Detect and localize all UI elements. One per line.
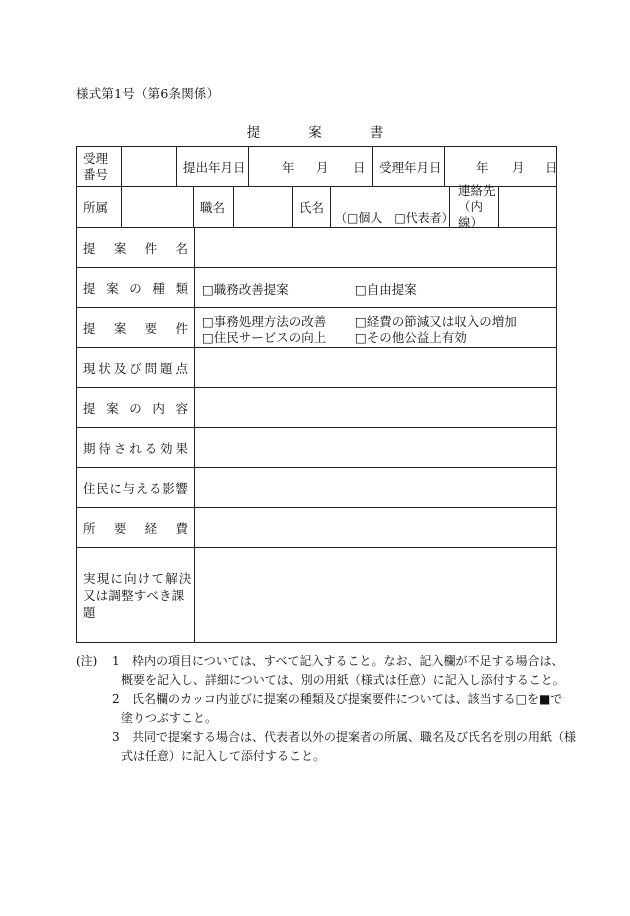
note-3-line-2: 式は任意）に記入して添付すること。 — [121, 749, 326, 763]
table-row-required-cost — [77, 507, 556, 547]
current-issues-label: 現 状 及 び 問 題 点 — [83, 360, 188, 376]
resident-impact-label: 住 民 に 与 え る 影 響 — [83, 480, 188, 496]
notes-prefix: (注) — [76, 654, 98, 668]
affiliation-field[interactable] — [121, 187, 193, 227]
note-1-line-2: 概要を記入し、詳細については、別の用紙（様式は任意）に記入し添付すること。 — [121, 673, 565, 687]
requirements-field — [194, 308, 556, 347]
process-improvement-option[interactable]: □事務処理方法の改善 — [202, 314, 327, 329]
name-label: 氏名 — [292, 187, 330, 227]
resident-impact-field[interactable] — [194, 468, 556, 507]
submit-date-label: 提出年月日 — [176, 147, 248, 186]
expected-effect-label: 期 待 さ れ る 効 果 — [83, 440, 188, 456]
table-row-expected-effect — [77, 427, 556, 467]
individual-representative-option[interactable]: （□個人 □代表者） — [335, 211, 454, 225]
note-1-number: 1 — [112, 654, 120, 668]
proposal-title-label: 提 案 件 名 — [83, 240, 188, 256]
table-row-requirements — [77, 307, 556, 347]
position-label: 職名 — [193, 187, 233, 227]
current-issues-field[interactable] — [194, 348, 556, 387]
proposal-form-table — [76, 146, 557, 643]
page-title: 提案書 — [246, 125, 432, 141]
table-row-current-issues — [77, 347, 556, 387]
reception-number-field[interactable] — [121, 147, 176, 186]
table-row-proposal-content — [77, 387, 556, 427]
affiliation-label: 所属 — [83, 200, 109, 215]
note-2-line-2: 塗りつぶすこと。 — [121, 711, 218, 725]
proposal-type-field — [194, 268, 556, 307]
issues-to-resolve-label: 実現に向けて解決 又は調整すべき課題 — [83, 570, 193, 620]
table-row-reception — [77, 147, 556, 186]
issues-to-resolve-field[interactable] — [194, 548, 556, 642]
note-3-number: 3 — [112, 730, 120, 744]
free-proposal-option[interactable]: □自由提案 — [355, 282, 417, 297]
note-2-line-1: 氏名欄のカッコ内並びに提案の種類及び提案要件については、該当する□を■で — [132, 692, 563, 706]
table-row-proposal-title — [77, 227, 556, 267]
note-1-line-1: 枠内の項目については、すべて記入すること。なお、記入欄が不足する場合は、 — [132, 654, 564, 668]
required-cost-label: 所 要 経 費 — [83, 520, 188, 536]
proposal-title-field[interactable] — [194, 228, 556, 267]
proposal-type-label: 提 案 の 種 類 — [83, 280, 188, 296]
table-row-affiliation — [77, 183, 556, 230]
resident-service-option[interactable]: □住民サービスの向上 — [202, 330, 327, 345]
proposal-content-field[interactable] — [194, 388, 556, 427]
accept-date-label: 受理年月日 — [372, 147, 444, 186]
position-field[interactable] — [233, 187, 292, 227]
required-cost-field[interactable] — [194, 508, 556, 547]
cost-reduction-option[interactable]: □経費の節減又は収入の増加 — [355, 314, 517, 329]
table-row-resident-impact — [77, 467, 556, 507]
submit-date-field[interactable]: 年 月 日 — [248, 147, 372, 186]
public-benefit-option[interactable]: □その他公益上有効 — [355, 330, 467, 345]
contact-field[interactable] — [498, 187, 556, 227]
form-number: 様式第1号（第6条関係） — [76, 86, 220, 101]
table-row-proposal-type — [77, 267, 556, 307]
accept-date-field[interactable]: 年 月 日 — [444, 147, 556, 186]
requirements-label: 提 案 要 件 — [83, 320, 188, 336]
job-improvement-option[interactable]: □職務改善提案 — [202, 282, 289, 297]
expected-effect-field[interactable] — [194, 428, 556, 467]
reception-number-label: 受理 番号 — [83, 150, 109, 182]
contact-label: 連絡先 （内線） — [449, 187, 498, 227]
proposal-content-label: 提 案 の 内 容 — [83, 400, 188, 416]
note-2-number: 2 — [112, 692, 120, 706]
note-3-line-1: 共同で提案する場合は、代表者以外の提案者の所属、職名及び氏名を別の用紙（様 — [132, 730, 577, 744]
name-field[interactable] — [330, 187, 454, 227]
table-row-issues-to-resolve — [77, 547, 556, 642]
